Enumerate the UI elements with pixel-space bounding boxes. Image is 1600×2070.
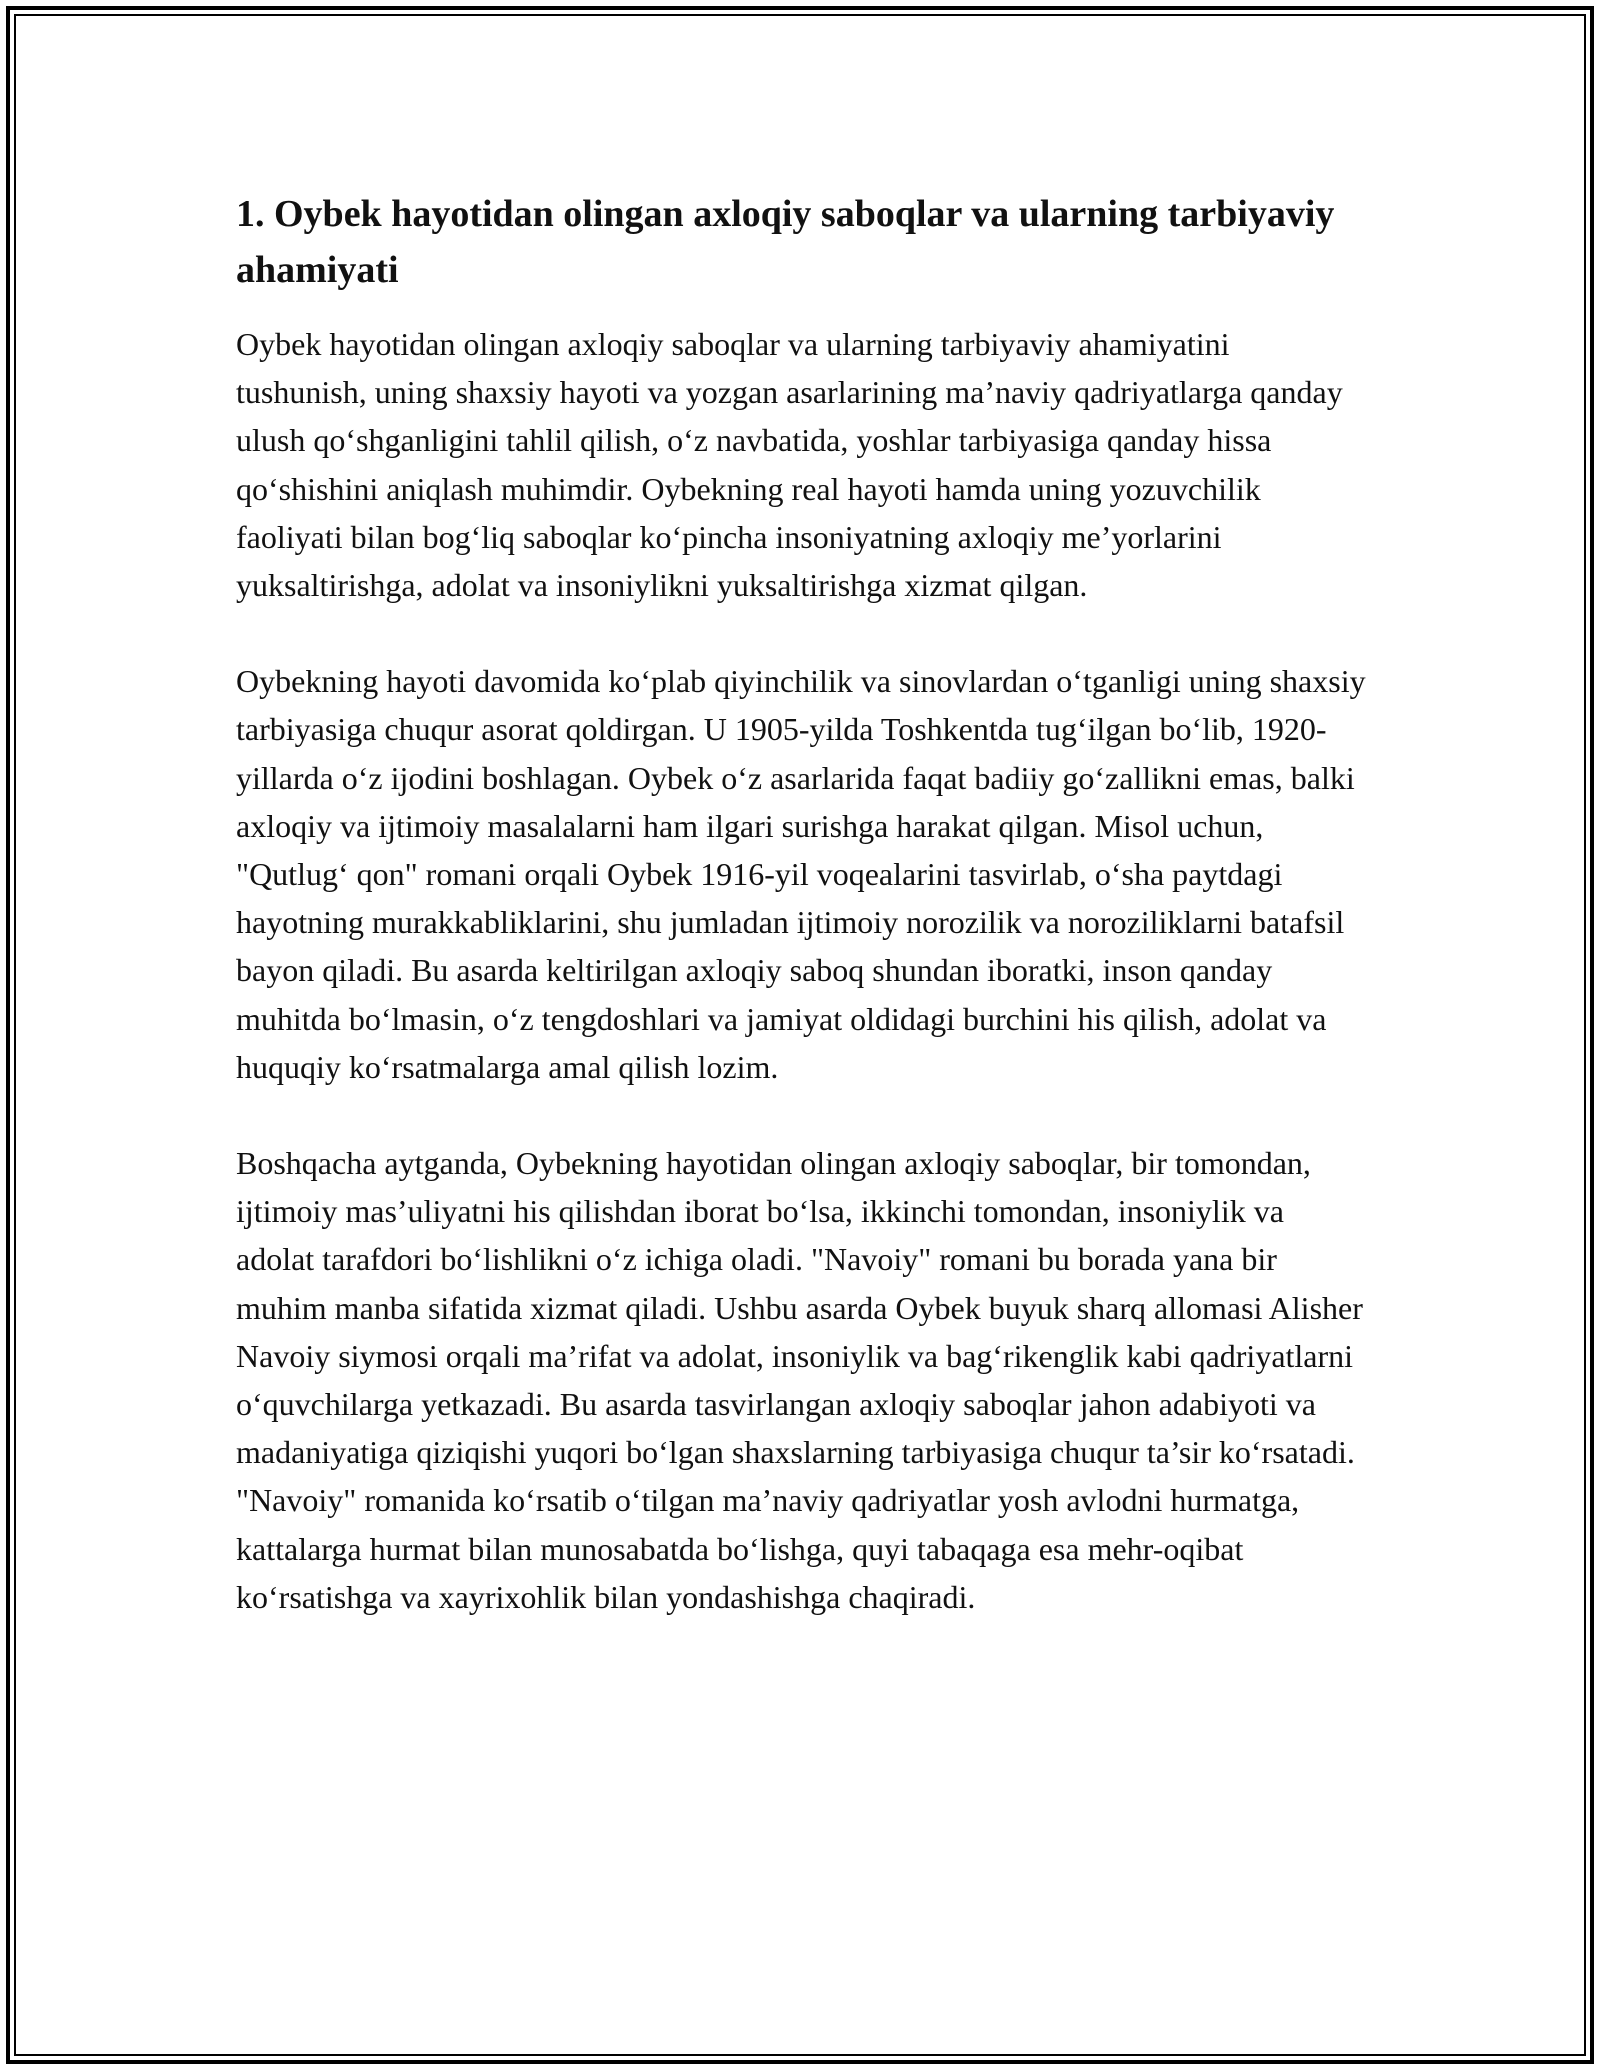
document-body: [236, 186, 1366, 1669]
paragraph-1: Oybek hayotidan olingan axloqiy saboqlar va ularning tarbiyaviy ahamiyatini tushunish, uning shaxsiy hayoti va yozgan asarlarining ma’naviy qadriyatlarga qanday ulush qo‘shganligini tahlil qilish, o‘z navbatida, yoshlar tarbiyasiga qanday hissa qo‘shishini aniqlash muhimdir. Oybekning real hayoti hamda uning yozuvchilik faoliyati bilan bog‘liq saboqlar ko‘pincha insoniyatning axloqiy me’yorlarini yuksaltirishga, adolat va insoniylikni yuksaltirishga xizmat qilgan.: [236, 326, 1343, 604]
paragraph-3: Boshqacha aytganda, Oybekning hayotidan olingan axloqiy saboqlar, bir tomondan, ijtimoiy mas’uliyatni his qilishdan iborat bo‘lsa, ikkinchi tomondan, insoniylik va adolat tarafdori bo‘lishlikni o‘z ichiga oladi. "Navoiy" romani bu borada yana bir muhim manba sifatida xizmat qiladi. Ushbu asarda Oybek buyuk sharq allomasi Alisher Navoiy siymosi orqali ma’rifat va adolat, insoniylik va bag‘rikenglik kabi qadriyatlarni o‘quvchilarga yetkazadi. Bu asarda tasvirlangan axloqiy saboqlar jahon adabiyoti va madaniyatiga qiziqishi yuqori bo‘lgan shaxslarning tarbiyasiga chuqur ta’sir ko‘rsatadi. "Navoiy" romanida ko‘rsatib o‘tilgan ma’naviy qadriyatlar yosh avlodni hurmatga, kattalarga hurmat bilan munosabatda bo‘lishga, quyi tabaqaga esa mehr-oqibat ko‘rsatishga va xayrixohlik bilan yondashishga chaqiradi.: [236, 1145, 1363, 1615]
paragraph-2: Oybekning hayoti davomida ko‘plab qiyinchilik va sinovlardan o‘tganligi uning shaxsiy tarbiyasiga chuqur asorat qoldirgan. U 1905-yilda Toshkentda tug‘ilgan bo‘lib, 1920-yillarda o‘z ijodini boshlagan. Oybek o‘z asarlarida faqat badiiy go‘zallikni emas, balki axloqiy va ijtimoiy masalalarni ham ilgari surishga harakat qilgan. Misol uchun, "Qutlug‘ qon" romani orqali Oybek 1916-yil voqealarini tasvirlab, o‘sha paytdagi hayotning murakkabliklarini, shu jumladan ijtimoiy norozilik va noroziliklarni batafsil bayon qiladi. Bu asarda keltirilgan axloqiy saboq shundan iboratki, inson qanday muhitda bo‘lmasin, o‘z tengdoshlari va jamiyat oldidagi burchini his qilish, adolat va huquqiy ko‘rsatmalarga amal qilish lozim.: [236, 663, 1366, 1085]
section-heading: 1. Oybek hayotidan olingan axloqiy saboqlar va ularning tarbiyaviy ahamiyati: [236, 193, 1335, 291]
